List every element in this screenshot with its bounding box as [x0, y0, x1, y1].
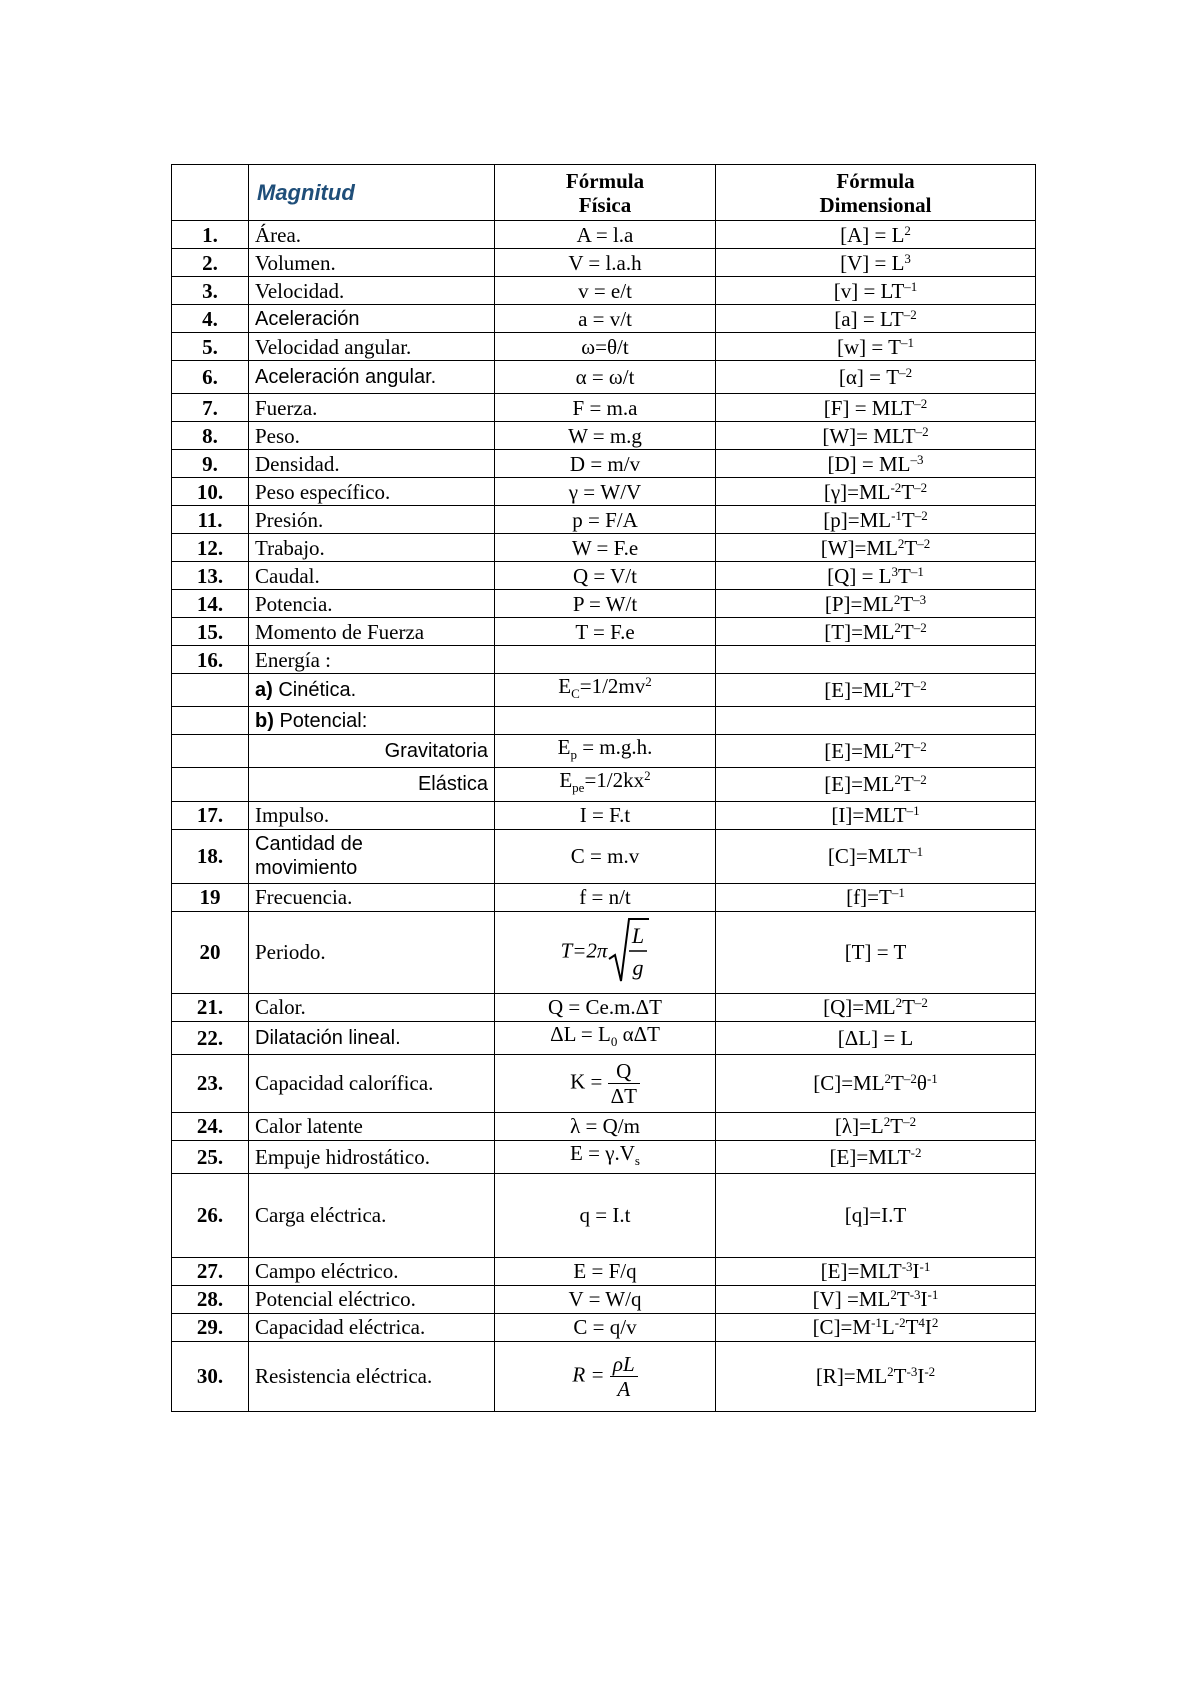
table-row: 19 Frecuencia. f = n/t $[f]=T^{-1}$	[172, 883, 1036, 911]
table-row: 24. Calor latente λ = Q/m $[\lambda]=L^2T^{-2}$	[172, 1112, 1036, 1140]
table-row: 3. Velocidad. v = e/t $[v] = LT^{-1}$	[172, 277, 1036, 305]
table-row: 20 Periodo. T=2π L g [T] = T	[172, 911, 1036, 993]
table-row: 27. Campo eléctrico. E = F/q $[E]=MLT^{-3}I^{-1}$	[172, 1257, 1036, 1285]
table-row: 15. Momento de Fuerza T = F.e $[T]=ML^2T^{-2}$	[172, 618, 1036, 646]
table-row: 6. Aceleración angular. α = ω/t $[\alpha] = T^{-2}$	[172, 361, 1036, 394]
table-row: 8. Peso. W = m.g $[W]= MLT^{-2}$	[172, 422, 1036, 450]
table-row: 23. Capacidad calorífica. K = $\frac{Q}{\Delta T}$ $[C]=ML^2T^{-2}\theta^{-1}$	[172, 1054, 1036, 1112]
table-row: 5. Velocidad angular. ω=θ/t $[w] = T^{-1}$	[172, 333, 1036, 361]
header-formula-dimensional: Fórmula Dimensional	[716, 165, 1036, 221]
table-row: 14. Potencia. P = W/t $[P]=ML^2T^{-3}$	[172, 590, 1036, 618]
table-row: 29. Capacidad eléctrica. C = q/v $[C]=M^{-1}L^{-2}T^4I^2$	[172, 1313, 1036, 1341]
table-row: Elástica $E_{pe}=1/2kx^2$ $[E]=ML^2T^{-2}$	[172, 768, 1036, 801]
table-row: 2. Volumen. V = l.a.h $[V] = L^3$	[172, 249, 1036, 277]
table-row: 16. Energía :	[172, 646, 1036, 674]
table-row: 26. Carga eléctrica. q = I.t [q]=I.T	[172, 1173, 1036, 1257]
header-row	[172, 165, 1036, 221]
table-row: 4. Aceleración a = v/t $[a] = LT^{-2}$	[172, 305, 1036, 333]
table-row: 11. Presión. p = F/A $[p]=ML^{-1}T^{-2}$	[172, 506, 1036, 534]
table-row: Gravitatoria $E_p = m.g.h$. $[E]=ML^2T^{-2}$	[172, 735, 1036, 768]
table-row: 10. Peso específico. γ = W/V $[\gamma]=ML^{-2}T^{-2}$	[172, 478, 1036, 506]
sqrt-symbol	[607, 915, 649, 990]
table-row: 12. Trabajo. W = F.e $[W]=ML^2T^{-2}$	[172, 534, 1036, 562]
header-magnitud: Magnitud	[249, 165, 495, 221]
table-row: 1. Área. A = l.a $[A] = L^2$	[172, 221, 1036, 249]
svg-text:L: L	[632, 922, 645, 948]
table-row: 28. Potencial eléctrico. V = W/q $[V] =ML^2T^{-3}I^{-1}$	[172, 1285, 1036, 1313]
table-row: 22. Dilatación lineal. $\Delta L = L_0$ αΔT [ΔL] = L	[172, 1021, 1036, 1054]
table-row: 21. Calor. Q = Ce.m.ΔT $[Q]=ML^2T^{-2}$	[172, 993, 1036, 1021]
table-row: 30. Resistencia eléctrica. R = $\frac{\rho L}{A}$ $[R]=ML^2T^{-3}I^{-2}$	[172, 1341, 1036, 1411]
table-row: 7. Fuerza. F = m.a $[F] = MLT^{-2}$	[172, 394, 1036, 422]
table-row: 13. Caudal. Q = V/t $[Q] = L^3T^{-1}$	[172, 562, 1036, 590]
header-formula-fisica: Fórmula Física	[495, 165, 716, 221]
table-row: a) Cinética. $E_C=1/2mv^2$ $[E]=ML^2T^{-2}$	[172, 674, 1036, 707]
table-row: 17. Impulso. I = F.t $[I]=MLT^{-1}$	[172, 801, 1036, 829]
table-row: 25. Empuje hidrostático. $E = \gamma.V_s$ $[E]=MLT^{-2}$	[172, 1140, 1036, 1173]
formula-table	[171, 164, 1036, 1412]
table-row: 9. Densidad. D = m/v $[D] = ML^{-3}$	[172, 450, 1036, 478]
table-row: 18. Cantidad de movimiento C = m.v $[C]=MLT^{-1}$	[172, 829, 1036, 883]
svg-text:g: g	[632, 954, 644, 980]
table-row: b) Potencial:	[172, 707, 1036, 735]
